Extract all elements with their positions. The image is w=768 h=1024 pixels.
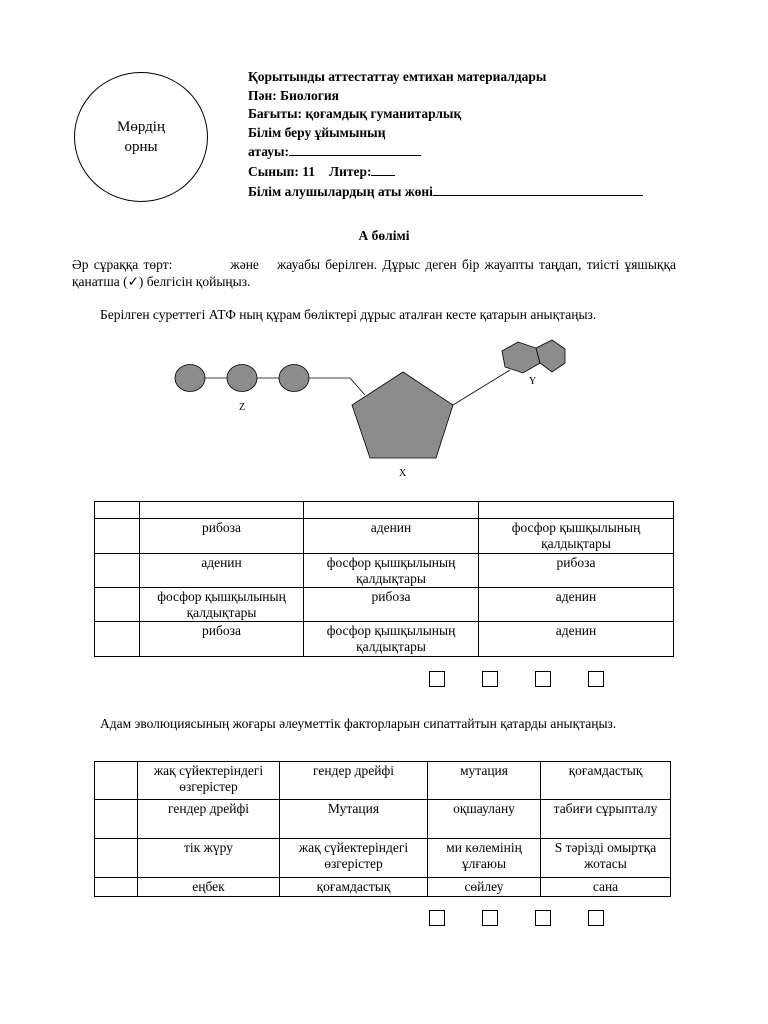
question-2-answer-boxes	[429, 910, 604, 926]
adenine-ring-large	[536, 340, 565, 372]
option-letter-cell	[95, 519, 140, 554]
student-name-blank[interactable]	[433, 182, 643, 196]
answer-checkbox-4[interactable]	[588, 910, 604, 926]
instructions-part-3: жауабы берілген. Дұрыс деген бір жауапты таңдап, тиісті ұяшыққа қанатша (✓) белгісін қойыңыз.	[72, 257, 677, 289]
label-y: Y	[529, 376, 537, 387]
organization-name-blank[interactable]	[289, 142, 421, 156]
table-cell	[140, 502, 304, 519]
table-cell: қоғамдастық	[541, 762, 671, 800]
ribose-base-bond	[453, 370, 510, 405]
organization-line: Білім беру ұйымының	[248, 124, 386, 140]
answer-checkbox-2[interactable]	[482, 910, 498, 926]
student-name-label: Білім алушылардың аты жөні	[248, 183, 433, 199]
direction-line: Бағыты: қоғамдық гуманитарлық	[248, 106, 462, 122]
stamp-line-1: Мөрдің	[117, 119, 165, 135]
table-cell: рибоза	[140, 519, 304, 554]
question-1-text: Берілген суреттегі АТФ ның құрам бөліктері дұрыс аталған кесте қатарын анықтаңыз.	[100, 307, 597, 322]
class-line	[248, 162, 643, 182]
table-row	[95, 800, 671, 839]
instructions-part-2: және	[230, 257, 259, 272]
table-cell: мутация	[428, 762, 541, 800]
label-x: X	[399, 468, 407, 479]
question-2-text: Адам эволюциясының жоғары әлеуметтік факторларын сипаттайтын қатарды анықтаңыз.	[100, 716, 617, 731]
instructions-part-1: Әр сұраққа төрт:	[72, 257, 173, 272]
instructions	[72, 256, 676, 290]
stamp-line-2: орны	[124, 139, 158, 155]
table-row	[95, 554, 674, 588]
table-cell: фосфор қышқылының қалдықтары	[304, 622, 479, 657]
table-cell: аденин	[140, 554, 304, 588]
table-cell	[304, 502, 479, 519]
table-cell: фосфор қышқылының қалдықтары	[304, 554, 479, 588]
table-cell: гендер дрейфі	[138, 800, 280, 839]
phosphate-group-1	[175, 365, 205, 392]
answer-checkbox-1[interactable]	[429, 671, 445, 687]
answer-checkbox-2[interactable]	[482, 671, 498, 687]
table-row	[95, 762, 671, 800]
table-cell: фосфор қышқылының қалдықтары	[140, 588, 304, 622]
organization-name-label: атауы:	[248, 144, 290, 160]
letter-label: Литер:	[329, 163, 372, 179]
section-title: А бөлімі	[358, 228, 410, 243]
organization-name-field[interactable]	[248, 142, 643, 162]
table-cell: еңбек	[138, 878, 280, 897]
table-cell: рибоза	[479, 554, 674, 588]
table-cell: фосфор қышқылының қалдықтары	[479, 519, 674, 554]
table-cell: тік жүру	[138, 839, 280, 878]
question-1-answer-boxes	[429, 671, 604, 687]
table-row	[95, 622, 674, 657]
table-cell: оқшаулану	[428, 800, 541, 839]
answer-checkbox-4[interactable]	[588, 671, 604, 687]
phosphate-group-2	[227, 365, 257, 392]
table-cell: Мутация	[280, 800, 428, 839]
option-letter-cell	[95, 878, 138, 897]
stamp-placeholder	[74, 72, 208, 202]
answer-checkbox-3[interactable]	[535, 671, 551, 687]
table-cell: жақ сүйектеріндегі өзгерістер	[280, 839, 428, 878]
option-letter-cell	[95, 762, 138, 800]
ribose-pentagon	[352, 372, 453, 458]
table-cell: жақ сүйектеріндегі өзгерістер	[138, 762, 280, 800]
answer-checkbox-3[interactable]	[535, 910, 551, 926]
table-cell: табиғи сұрыпталу	[541, 800, 671, 839]
question-2-table	[94, 761, 671, 897]
exam-title: Қорытынды аттестаттау емтихан материалдары	[248, 69, 547, 84]
option-letter-cell	[95, 800, 138, 839]
option-letter-cell	[95, 588, 140, 622]
table-cell: ми көлемінің ұлғаюы	[428, 839, 541, 878]
label-z: Z	[239, 402, 246, 413]
table-cell: рибоза	[304, 588, 479, 622]
question-1-table	[94, 501, 674, 657]
option-letter-cell	[95, 839, 138, 878]
table-cell: аденин	[479, 588, 674, 622]
table-row	[95, 878, 671, 897]
table-cell: гендер дрейфі	[280, 762, 428, 800]
atp-diagram	[160, 330, 590, 490]
table-cell: сөйлеу	[428, 878, 541, 897]
table-cell: аденин	[479, 622, 674, 657]
table-cell: аденин	[304, 519, 479, 554]
table-cell: қоғамдастық	[280, 878, 428, 897]
table-row	[95, 588, 674, 622]
table-cell	[95, 502, 140, 519]
option-letter-cell	[95, 622, 140, 657]
table-row	[95, 519, 674, 554]
letter-blank[interactable]	[371, 162, 395, 176]
phosphate-ribose-bond	[350, 378, 365, 395]
table-header-row	[95, 502, 674, 519]
phosphate-group-3	[279, 365, 309, 392]
student-name-field[interactable]	[248, 182, 643, 202]
table-cell: S тәрізді омыртқа жотасы	[541, 839, 671, 878]
adenine-ring-small	[502, 342, 540, 373]
table-row	[95, 839, 671, 878]
subject-line: Пән: Биология	[248, 87, 339, 103]
table-cell	[479, 502, 674, 519]
option-letter-cell	[95, 554, 140, 588]
answer-checkbox-1[interactable]	[429, 910, 445, 926]
exam-header	[248, 68, 643, 201]
table-cell: рибоза	[140, 622, 304, 657]
table-cell: сана	[541, 878, 671, 897]
class-label: Сынып: 11	[248, 163, 316, 179]
